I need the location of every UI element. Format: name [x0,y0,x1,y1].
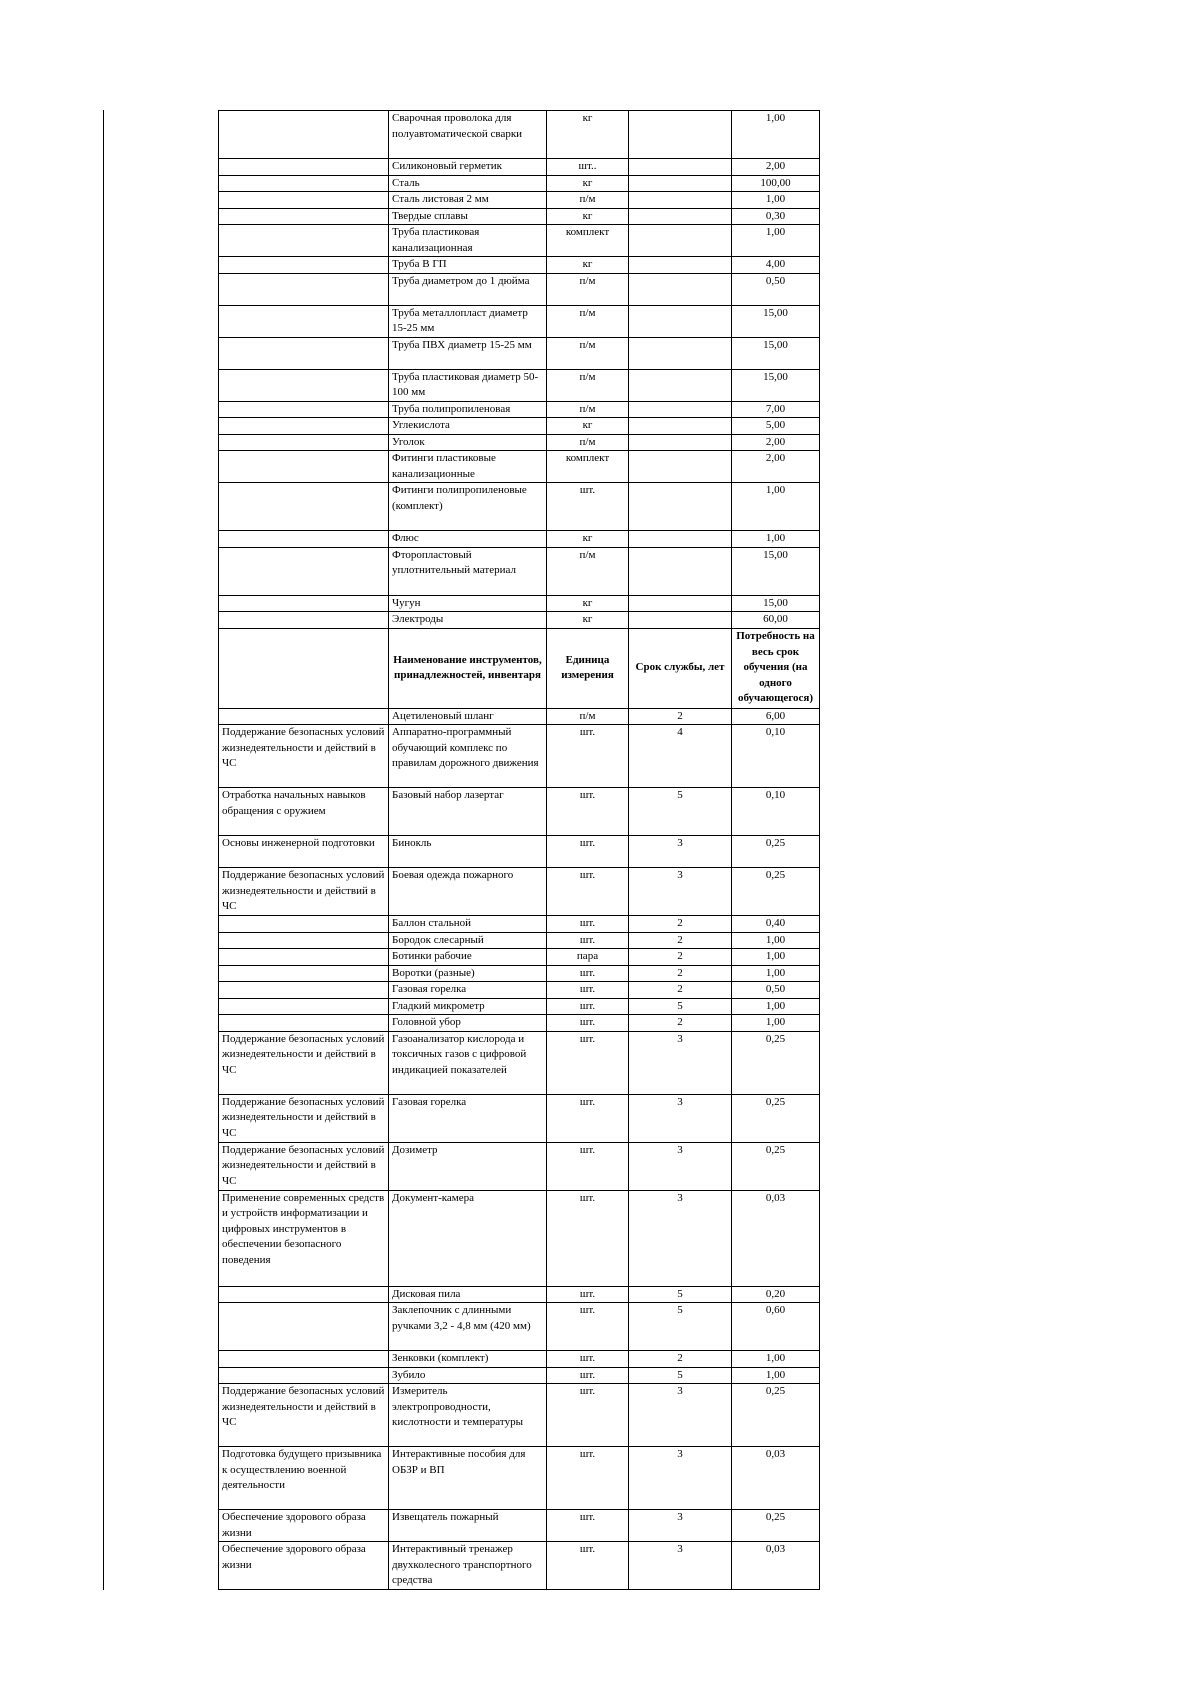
tool-row [219,788,820,836]
quantity-cell: 15,00 [732,547,820,595]
unit-cell: шт. [547,1142,629,1190]
tool-row [219,1303,820,1351]
equipment-table-body [219,111,820,1590]
item-name-cell: Труба пластиковая диаметр 50-100 мм [389,369,547,401]
service-life-cell: 3 [629,1031,732,1094]
module-cell [219,434,389,451]
material-row [219,273,820,305]
service-life-cell: 3 [629,868,732,916]
item-name-cell: Аппаратно-программный обучающий комплекс по правилам дорожного движения [389,725,547,788]
service-life-cell [629,612,732,629]
item-name-cell: Интерактивные пособия для ОБЗР и ВП [389,1447,547,1510]
item-name-cell: Сталь [389,175,547,192]
tool-row [219,1094,820,1142]
quantity-cell: 2,00 [732,451,820,483]
material-row [219,257,820,274]
unit-cell: кг [547,531,629,548]
tool-row [219,1015,820,1032]
module-cell: Основы инженерной подготовки [219,836,389,868]
tool-row [219,916,820,933]
item-name-cell: Фитинги полипропиленовые (комплект) [389,483,547,531]
module-cell [219,369,389,401]
quantity-cell: 15,00 [732,595,820,612]
tool-row [219,1447,820,1510]
tool-row [219,1367,820,1384]
unit-cell: п/м [547,434,629,451]
unit-cell: пара [547,949,629,966]
service-life-cell [629,159,732,176]
service-life-cell: 2 [629,949,732,966]
unit-cell: шт. [547,916,629,933]
service-life-cell: 3 [629,1542,732,1590]
module-cell [219,949,389,966]
unit-cell: п/м [547,401,629,418]
service-life-cell: 3 [629,1094,732,1142]
unit-cell: кг [547,418,629,435]
service-life-cell: 5 [629,788,732,836]
item-name-cell: Ацетиленовый шланг [389,708,547,725]
service-life-cell [629,483,732,531]
quantity-cell: 0,25 [732,1510,820,1542]
item-name-cell: Ботинки рабочие [389,949,547,966]
module-cell: Поддержание безопасных условий жизнедеятельности и действий в ЧС [219,868,389,916]
module-cell [219,612,389,629]
service-life-cell [629,305,732,337]
item-name-cell: Документ-камера [389,1190,547,1286]
quantity-cell: 1,00 [732,111,820,159]
left-margin-line [103,110,104,1590]
quantity-cell: 0,25 [732,1384,820,1447]
module-cell [219,1303,389,1351]
item-name-cell: Заклепочник с длинными ручками 3,2 - 4,8 мм (420 мм) [389,1303,547,1351]
item-name-cell: Баллон стальной [389,916,547,933]
item-name-cell: Фитинги пластиковые канализационные [389,451,547,483]
item-name-cell: Труба пластиковая канализационная [389,225,547,257]
module-cell [219,531,389,548]
material-row [219,483,820,531]
item-name-cell: Труба металлопласт диаметр 15-25 мм [389,305,547,337]
unit-cell: шт. [547,725,629,788]
quantity-cell: 0,30 [732,208,820,225]
item-name-cell: Зубило [389,1367,547,1384]
quantity-cell: 1,00 [732,225,820,257]
quantity-cell: 1,00 [732,192,820,209]
unit-cell: шт. [547,868,629,916]
service-life-cell [629,595,732,612]
unit-cell: п/м [547,708,629,725]
quantity-cell: 0,25 [732,1094,820,1142]
unit-cell: шт. [547,965,629,982]
tool-row [219,1286,820,1303]
module-cell: Обеспечение здорового образа жизни [219,1542,389,1590]
quantity-cell: 0,03 [732,1542,820,1590]
module-cell: Поддержание безопасных условий жизнедеятельности и действий в ЧС [219,725,389,788]
quantity-cell: 15,00 [732,337,820,369]
quantity-cell: 0,20 [732,1286,820,1303]
module-cell [219,451,389,483]
tool-row [219,1384,820,1447]
header-unit-cell: Единица измерения [547,628,629,708]
quantity-cell: 0,10 [732,725,820,788]
module-cell [219,998,389,1015]
item-name-cell: Труба полипропиленовая [389,401,547,418]
module-cell: Поддержание безопасных условий жизнедеятельности и действий в ЧС [219,1031,389,1094]
module-cell [219,916,389,933]
item-name-cell: Боевая одежда пожарного [389,868,547,916]
service-life-cell: 3 [629,836,732,868]
tool-row [219,708,820,725]
material-row [219,337,820,369]
quantity-cell: 1,00 [732,1351,820,1368]
quantity-cell: 0,03 [732,1190,820,1286]
service-life-cell: 5 [629,1303,732,1351]
item-name-cell: Труба В ГП [389,257,547,274]
material-row [219,401,820,418]
service-life-cell [629,208,732,225]
quantity-cell: 2,00 [732,434,820,451]
item-name-cell: Силиконовый герметик [389,159,547,176]
unit-cell: кг [547,111,629,159]
module-cell: Применение современных средств и устройств информатизации и цифровых инструментов в обеспечении безопасного поведения [219,1190,389,1286]
unit-cell: шт. [547,1190,629,1286]
item-name-cell: Газоанализатор кислорода и токсичных газов с цифровой индикацией показателей [389,1031,547,1094]
unit-cell: шт. [547,932,629,949]
module-cell [219,982,389,999]
unit-cell: п/м [547,192,629,209]
quantity-cell: 100,00 [732,175,820,192]
module-cell: Поддержание безопасных условий жизнедеятельности и действий в ЧС [219,1094,389,1142]
module-cell [219,401,389,418]
quantity-cell: 5,00 [732,418,820,435]
service-life-cell: 5 [629,1367,732,1384]
module-cell [219,1367,389,1384]
module-cell [219,305,389,337]
tool-row [219,836,820,868]
module-cell: Отработка начальных навыков обращения с оружием [219,788,389,836]
module-cell [219,965,389,982]
module-cell [219,225,389,257]
quantity-cell: 2,00 [732,159,820,176]
service-life-cell [629,434,732,451]
unit-cell: п/м [547,305,629,337]
module-cell: Подготовка будущего призывника к осуществлению военной деятельности [219,1447,389,1510]
quantity-cell: 0,50 [732,273,820,305]
module-cell: Поддержание безопасных условий жизнедеятельности и действий в ЧС [219,1142,389,1190]
quantity-cell: 0,25 [732,868,820,916]
tool-row [219,1142,820,1190]
quantity-cell: 0,03 [732,1447,820,1510]
header-module-cell [219,628,389,708]
module-cell [219,708,389,725]
unit-cell: кг [547,257,629,274]
module-cell [219,932,389,949]
module-cell [219,257,389,274]
quantity-cell: 7,00 [732,401,820,418]
material-row [219,531,820,548]
material-row [219,225,820,257]
tool-row [219,949,820,966]
quantity-cell: 0,25 [732,1031,820,1094]
unit-cell: шт.. [547,159,629,176]
quantity-cell: 1,00 [732,483,820,531]
item-name-cell: Труба диаметром до 1 дюйма [389,273,547,305]
service-life-cell: 3 [629,1384,732,1447]
quantity-cell: 1,00 [732,998,820,1015]
item-name-cell: Воротки (разные) [389,965,547,982]
service-life-cell: 4 [629,725,732,788]
service-life-cell: 3 [629,1510,732,1542]
service-life-cell: 5 [629,998,732,1015]
service-life-cell [629,451,732,483]
item-name-cell: Дисковая пила [389,1286,547,1303]
quantity-cell: 0,40 [732,916,820,933]
item-name-cell: Головной убор [389,1015,547,1032]
unit-cell: шт. [547,1447,629,1510]
module-cell [219,175,389,192]
unit-cell: кг [547,175,629,192]
quantity-cell: 0,50 [732,982,820,999]
item-name-cell: Углекислота [389,418,547,435]
material-row [219,192,820,209]
unit-cell: шт. [547,836,629,868]
service-life-cell [629,531,732,548]
item-name-cell: Твердые сплавы [389,208,547,225]
unit-cell: шт. [547,1367,629,1384]
material-row [219,305,820,337]
item-name-cell: Сталь листовая 2 мм [389,192,547,209]
service-life-cell: 2 [629,1351,732,1368]
item-name-cell: Газовая горелка [389,982,547,999]
service-life-cell: 3 [629,1447,732,1510]
module-cell [219,418,389,435]
quantity-cell: 0,60 [732,1303,820,1351]
quantity-cell: 1,00 [732,1015,820,1032]
unit-cell: шт. [547,1351,629,1368]
unit-cell: кг [547,612,629,629]
quantity-cell: 1,00 [732,949,820,966]
module-cell [219,208,389,225]
unit-cell: п/м [547,337,629,369]
material-row [219,451,820,483]
material-row [219,595,820,612]
quantity-cell: 0,25 [732,1142,820,1190]
tools-header-row [219,628,820,708]
service-life-cell [629,192,732,209]
unit-cell: шт. [547,1286,629,1303]
quantity-cell: 15,00 [732,369,820,401]
unit-cell: комплект [547,451,629,483]
item-name-cell: Интерактивный тренажер двухколесного транспортного средства [389,1542,547,1590]
item-name-cell: Бинокль [389,836,547,868]
tool-row [219,982,820,999]
item-name-cell: Фторопластовый уплотнительный материал [389,547,547,595]
tool-row [219,965,820,982]
module-cell [219,111,389,159]
header-name-cell: Наименование инструментов, принадлежностей, инвентаря [389,628,547,708]
unit-cell: п/м [547,273,629,305]
item-name-cell: Чугун [389,595,547,612]
module-cell: Поддержание безопасных условий жизнедеятельности и действий в ЧС [219,1384,389,1447]
material-row [219,175,820,192]
unit-cell: шт. [547,483,629,531]
module-cell [219,547,389,595]
module-cell [219,483,389,531]
tool-row [219,1031,820,1094]
header-need-cell: Потребность на весь срок обучения (на одного обучающегося) [732,628,820,708]
module-cell [219,1015,389,1032]
module-cell [219,159,389,176]
unit-cell: комплект [547,225,629,257]
material-row [219,612,820,629]
tool-row [219,725,820,788]
tool-row [219,1190,820,1286]
item-name-cell: Сварочная проволока для полуавтоматической сварки [389,111,547,159]
item-name-cell: Бородок слесарный [389,932,547,949]
service-life-cell: 5 [629,1286,732,1303]
item-name-cell: Базовый набор лазертаг [389,788,547,836]
unit-cell: шт. [547,1542,629,1590]
quantity-cell: 0,25 [732,836,820,868]
unit-cell: шт. [547,1094,629,1142]
service-life-cell: 2 [629,708,732,725]
header-life-cell: Срок службы, лет [629,628,732,708]
item-name-cell: Гладкий микрометр [389,998,547,1015]
unit-cell: шт. [547,1015,629,1032]
item-name-cell: Зенковки (комплект) [389,1351,547,1368]
unit-cell: шт. [547,1303,629,1351]
tool-row [219,1510,820,1542]
service-life-cell [629,369,732,401]
service-life-cell [629,257,732,274]
item-name-cell: Флюс [389,531,547,548]
tool-row [219,1542,820,1590]
service-life-cell: 2 [629,916,732,933]
unit-cell: п/м [547,547,629,595]
service-life-cell [629,547,732,595]
item-name-cell: Измеритель электропроводности, кислотности и температуры [389,1384,547,1447]
material-row [219,434,820,451]
item-name-cell: Газовая горелка [389,1094,547,1142]
quantity-cell: 1,00 [732,932,820,949]
equipment-table [218,110,820,1590]
quantity-cell: 1,00 [732,965,820,982]
service-life-cell [629,401,732,418]
quantity-cell: 1,00 [732,531,820,548]
unit-cell: кг [547,208,629,225]
material-row [219,547,820,595]
service-life-cell [629,111,732,159]
item-name-cell: Извещатель пожарный [389,1510,547,1542]
module-cell [219,273,389,305]
service-life-cell: 2 [629,982,732,999]
unit-cell: шт. [547,998,629,1015]
unit-cell: шт. [547,1510,629,1542]
quantity-cell: 4,00 [732,257,820,274]
unit-cell: шт. [547,1031,629,1094]
service-life-cell: 3 [629,1142,732,1190]
service-life-cell [629,418,732,435]
module-cell: Обеспечение здорового образа жизни [219,1510,389,1542]
quantity-cell: 1,00 [732,1367,820,1384]
service-life-cell: 2 [629,1015,732,1032]
unit-cell: п/м [547,369,629,401]
item-name-cell: Электроды [389,612,547,629]
material-row [219,418,820,435]
service-life-cell [629,225,732,257]
item-name-cell: Уголок [389,434,547,451]
tool-row [219,868,820,916]
service-life-cell [629,273,732,305]
unit-cell: кг [547,595,629,612]
module-cell [219,192,389,209]
quantity-cell: 60,00 [732,612,820,629]
tool-row [219,932,820,949]
tool-row [219,998,820,1015]
quantity-cell: 15,00 [732,305,820,337]
material-row [219,111,820,159]
module-cell [219,595,389,612]
unit-cell: шт. [547,982,629,999]
service-life-cell [629,175,732,192]
module-cell [219,1286,389,1303]
service-life-cell: 2 [629,965,732,982]
quantity-cell: 6,00 [732,708,820,725]
service-life-cell: 2 [629,932,732,949]
material-row [219,159,820,176]
quantity-cell: 0,10 [732,788,820,836]
tool-row [219,1351,820,1368]
item-name-cell: Дозиметр [389,1142,547,1190]
unit-cell: шт. [547,1384,629,1447]
unit-cell: шт. [547,788,629,836]
item-name-cell: Труба ПВХ диаметр 15-25 мм [389,337,547,369]
service-life-cell [629,337,732,369]
module-cell [219,1351,389,1368]
material-row [219,208,820,225]
module-cell [219,337,389,369]
service-life-cell: 3 [629,1190,732,1286]
material-row [219,369,820,401]
